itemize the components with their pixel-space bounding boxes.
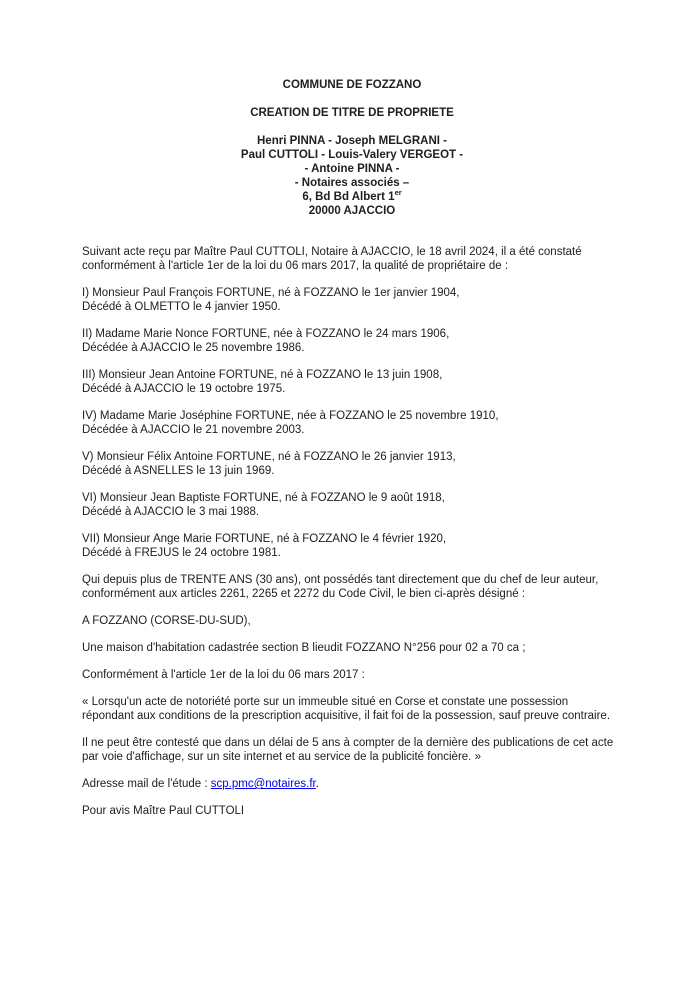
office-address [82, 190, 622, 204]
legal-quote-part-1: « Lorsqu'un acte de notoriété porte sur un immeuble situé en Corse et constate une possession répondant aux conditions de la prescription acquisitive, il fait foi de la possession, sauf preuve contraire. [82, 696, 611, 722]
document-title: CREATION DE TITRE DE PROPRIETE [250, 107, 454, 119]
notaries-line-3: - Antoine PINNA - [304, 163, 400, 175]
signature-line: Pour avis Maître Paul CUTTOLI [82, 805, 245, 817]
header-spacer [82, 92, 622, 106]
person-identity: IV) Madame Marie Joséphine FORTUNE, née à FOZZANO le 25 novembre 1910, [82, 410, 499, 422]
person-identity: V) Monsieur Félix Antoine FORTUNE, né à FOZZANO le 26 janvier 1913, [82, 451, 456, 463]
notaries-line-2: Paul CUTTOLI - Louis-Valery VERGEOT - [240, 149, 464, 161]
email-period: . [315, 778, 319, 790]
office-city: 20000 AJACCIO [308, 205, 396, 217]
header-spacer [82, 120, 622, 134]
intro-paragraph: Suivant acte reçu par Maître Paul CUTTOLI, Notaire à AJACCIO, le 18 avril 2024, il a été constaté conformément à l'article 1er de la loi du 06 mars 2017, la qualité de propriétaire de : [82, 246, 582, 272]
person-entry-7 [82, 532, 622, 560]
possession-claim-paragraph: Qui depuis plus de TRENTE ANS (30 ans), ont possédés tant directement que du chef de leur auteur, conformément aux articles 2261, 2265 et 2272 du Code Civil, le bien ci-après désigné : [82, 574, 599, 600]
person-entry-1 [82, 286, 622, 314]
person-entry-4 [82, 409, 622, 437]
email-link[interactable]: scp.pmc@notaires.fr [210, 778, 316, 790]
email-label: Adresse mail de l'étude : [82, 778, 211, 790]
property-location: A FOZZANO (CORSE-DU-SUD), [82, 615, 251, 627]
person-death: Décédée à AJACCIO le 21 novembre 2003. [82, 424, 305, 436]
legal-quote-part-2: Il ne peut être contesté que dans un délai de 5 ans à compter de la dernière des publications de cet acte par voie d'affichage, sur un site internet et au service de la publicité foncière. » [82, 737, 614, 763]
person-identity: VI) Monsieur Jean Baptiste FORTUNE, né à FOZZANO le 9 août 1918, [82, 492, 445, 504]
person-death: Décédé à ASNELLES le 13 juin 1969. [82, 465, 275, 477]
person-entry-3 [82, 368, 622, 396]
person-death: Décédé à FREJUS le 24 octobre 1981. [82, 547, 281, 559]
email-line [82, 777, 622, 791]
person-entry-5 [82, 450, 622, 478]
office-address-street: 6, Bd Bd Albert 1 [302, 191, 395, 203]
law-reference: Conformément à l'article 1er de la loi du 06 mars 2017 : [82, 669, 365, 681]
property-description: Une maison d'habitation cadastrée section B lieudit FOZZANO N°256 pour 02 a 70 ca ; [82, 642, 526, 654]
person-death: Décédée à AJACCIO le 25 novembre 1986. [82, 342, 305, 354]
notaries-line-1: Henri PINNA - Joseph MELGRANI - [257, 135, 447, 147]
person-identity: I) Monsieur Paul François FORTUNE, né à FOZZANO le 1er janvier 1904, [82, 287, 460, 299]
document-header [82, 78, 622, 218]
person-entry-6 [82, 491, 622, 519]
person-identity: VII) Monsieur Ange Marie FORTUNE, né à FOZZANO le 4 février 1920, [82, 533, 447, 545]
person-entry-2 [82, 327, 622, 355]
person-identity: II) Madame Marie Nonce FORTUNE, née à FOZZANO le 24 mars 1906, [82, 328, 450, 340]
ordinal-superscript: er [394, 188, 402, 198]
person-death: Décédé à AJACCIO le 19 octobre 1975. [82, 383, 286, 395]
person-death: Décédé à OLMETTO le 4 janvier 1950. [82, 301, 281, 313]
notaries-line-4: - Notaires associés – [294, 177, 410, 189]
person-death: Décédé à AJACCIO le 3 mai 1988. [82, 506, 260, 518]
commune-title: COMMUNE DE FOZZANO [282, 79, 422, 91]
person-identity: III) Monsieur Jean Antoine FORTUNE, né à FOZZANO le 13 juin 1908, [82, 369, 443, 381]
